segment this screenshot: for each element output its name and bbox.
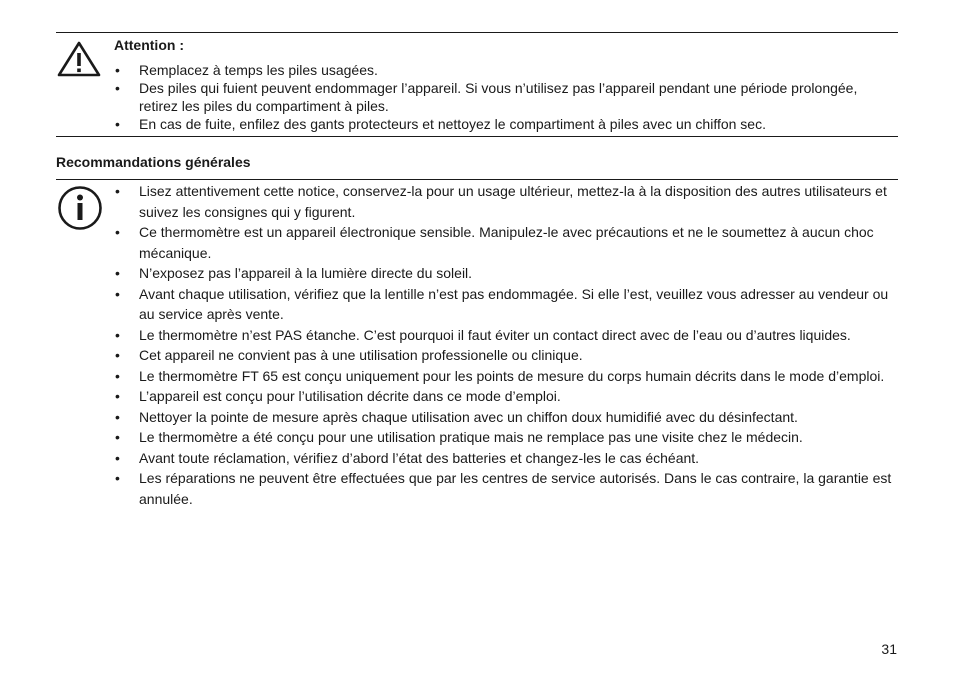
- attention-bottom-rule: [56, 136, 898, 137]
- list-item: • L’appareil est conçu pour l’utilisation décrite dans ce mode d’emploi.: [114, 386, 898, 407]
- list-item: • Avant chaque utilisation, vérifiez que la lentille n’est pas endommagée. Si elle l’est, veuillez vous adresser au vendeur ou au service après vente.: [114, 284, 898, 325]
- list-item: • Lisez attentivement cette notice, conservez-la pour un usage ultérieur, mettez-la à la disposition des autres utilisateurs et suivez les consignes qui y figurent.: [114, 181, 898, 222]
- list-item: • N’exposez pas l’appareil à la lumière directe du soleil.: [114, 263, 898, 284]
- list-item: • Le thermomètre a été conçu pour une utilisation pratique mais ne remplace pas une visite chez le médecin.: [114, 427, 898, 448]
- list-item: • Nettoyer la pointe de mesure après chaque utilisation avec un chiffon doux humidifié avec du désinfectant.: [114, 407, 898, 428]
- section-title: Recommandations générales: [56, 154, 251, 170]
- list-item: • Le thermomètre n’est PAS étanche. C’est pourquoi il faut éviter un contact direct avec de l’eau ou d’autres liquides.: [114, 325, 898, 346]
- warning-triangle-icon: [56, 40, 102, 78]
- list-item: • Ce thermomètre est un appareil électronique sensible. Manipulez-le avec précautions et ne le soumettez à aucun choc mécanique.: [114, 222, 898, 263]
- attention-title: Attention :: [114, 37, 184, 53]
- list-item: • Remplacez à temps les piles usagées.: [114, 61, 884, 79]
- recommendations-list: [114, 181, 898, 509]
- info-icon: [57, 185, 103, 231]
- attention-list: [114, 61, 884, 133]
- list-item: • En cas de fuite, enfilez des gants protecteurs et nettoyez le compartiment à piles avec un chiffon sec.: [114, 115, 884, 133]
- list-item: • Les réparations ne peuvent être effectuées que par les centres de service autorisés. Dans le cas contraire, la garantie est annulée.: [114, 468, 898, 509]
- section-rule: [56, 179, 898, 180]
- list-item: • Cet appareil ne convient pas à une utilisation professionelle ou clinique.: [114, 345, 898, 366]
- list-item: • Avant toute réclamation, vérifiez d’abord l’état des batteries et changez-les le cas échéant.: [114, 448, 898, 469]
- top-rule: [56, 32, 898, 33]
- list-item: • Le thermomètre FT 65 est conçu uniquement pour les points de mesure du corps humain décrits dans le mode d’emploi.: [114, 366, 898, 387]
- list-item: • Des piles qui fuient peuvent endommager l’appareil. Si vous n’utilisez pas l’appareil pendant une période prolongée, retirez les piles du compartiment à piles.: [114, 79, 884, 115]
- page-number: 31: [881, 641, 897, 657]
